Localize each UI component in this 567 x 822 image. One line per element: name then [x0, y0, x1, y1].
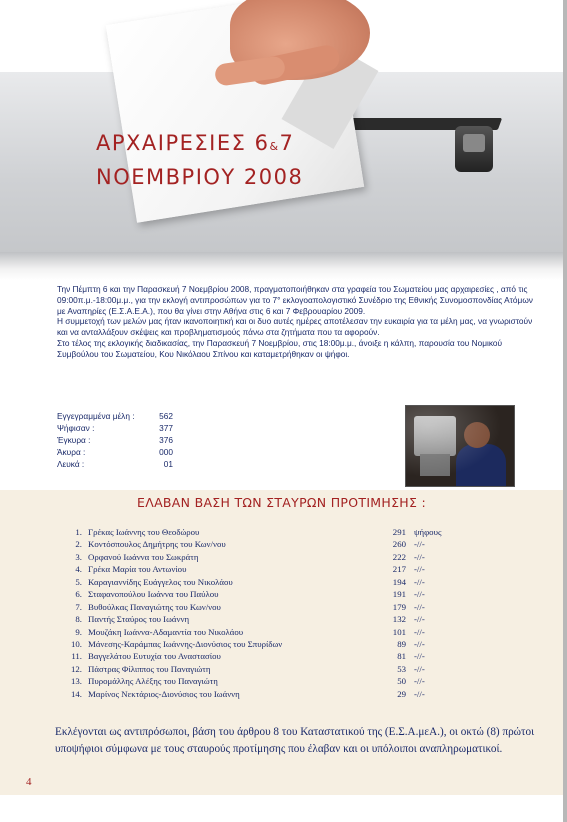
candidate-name: Ορφανού Ιωάννα του Σωκράτη	[88, 551, 199, 562]
count-row	[57, 446, 177, 458]
count-value: 376	[159, 435, 173, 445]
page-number: 4	[26, 776, 32, 788]
intro-text	[57, 284, 535, 360]
count-label: Λευκά :	[57, 459, 85, 469]
candidate-votes-unit: -//-	[414, 676, 425, 687]
title-line1: ΑΡΧΑΙΡΕΣΙΕΣ 6	[96, 131, 270, 155]
candidate-votes-unit: -//-	[414, 601, 425, 612]
box-latch-plate	[463, 134, 485, 152]
candidate-name: Σταφανοπούλου Ιωάννα του Παύλου	[88, 589, 219, 600]
candidate-votes: 53	[397, 663, 406, 674]
count-label: Ψήφισαν :	[57, 423, 95, 433]
list-item	[58, 638, 478, 650]
photo-light	[406, 406, 514, 486]
vote-counting-photo	[405, 405, 515, 487]
list-item	[58, 675, 478, 687]
candidate-votes-unit: -//-	[414, 576, 425, 587]
list-item	[58, 601, 478, 613]
candidate-votes-unit: ψήφους	[414, 527, 442, 537]
list-item	[58, 563, 478, 575]
candidate-votes-unit: -//-	[414, 614, 425, 625]
count-label: Έγκυρα :	[57, 435, 91, 445]
count-value: 01	[163, 459, 173, 469]
list-item	[58, 551, 478, 563]
candidate-name: Πυρομάλλης Αλέξης του Παναγιώτη	[88, 676, 218, 687]
candidate-name: Βυθούλκας Παναγιώτης του Κων/νου	[88, 601, 221, 612]
vote-counts	[57, 410, 177, 470]
candidate-number: 3.	[75, 551, 82, 562]
candidate-votes-unit: -//-	[414, 626, 425, 637]
candidate-votes: 291	[392, 527, 406, 537]
list-item	[58, 576, 478, 588]
candidate-votes-unit: -//-	[414, 564, 425, 575]
intro-paragraph: Στο τέλος της εκλογικής διαδικασίας, την Παρασκευή 7 Νοεμβρίου, στις 18:00μ.μ., άνοιξε η κάλπη, παρουσία του Νομικού Συμβούλου του Σωματείου, Κου Νικόλαου Σπίνου και καταμετρήθηκαν οι ψήφοι.	[57, 337, 503, 359]
list-item	[58, 538, 478, 550]
list-item	[58, 688, 478, 700]
candidate-number: 10.	[71, 638, 82, 649]
closing-text: Εκλέγονται ως αντιπρόσωποι, βάση του άρθρου 8 του Καταστατικού της (Ε.Σ.Α.μεΑ.), οι οκτώ (8) πρώτοι υποψήφιοι σύμφωνα με τους σταυρούς προτίμησης που έλαβαν και οι υπόλοιποι αναπληρωματικοί.	[55, 726, 535, 755]
candidate-votes-unit: -//-	[414, 589, 425, 600]
list-item	[58, 650, 478, 662]
count-row	[57, 422, 177, 434]
candidate-name: Μουζάκη Ιωάννα-Αδαμαντία του Νικολάου	[88, 626, 244, 637]
intro-paragraph: Την Πέμπτη 6 και την Παρασκευή 7 Νοεμβρίου 2008, πραγματοποιήθηκαν στα γραφεία του Σωματείου μας αρχαιρεσίες , από τις 09:00π.μ.-18:00μ.μ., για την εκλογή αντιπροσώπων για το 7° εκλογοαπολογιστικό Συνέδριο της Εθνικής Συνομοσπονδίας Ατόμων με Αναπηρίες (Ε.Σ.Α.Ε.Α.), που θα γίνει στην Αθήνα στις 6 και 7 Φεβρουαρίου 2009.	[57, 284, 533, 316]
candidate-votes: 132	[392, 614, 406, 625]
count-row	[57, 434, 177, 446]
candidate-name: Παντής Σταύρος του Ιωάννη	[88, 614, 190, 625]
candidate-name: Βαγγελάτου Ευτυχία του Αναστασίου	[88, 651, 221, 662]
results-title: ΕΛΑΒΑΝ ΒΑΣΗ ΤΩΝ ΣΤΑΥΡΩΝ ΠΡΟΤΙΜΗΣΗΣ :	[137, 495, 426, 510]
count-row	[57, 458, 177, 470]
candidate-votes: 222	[392, 551, 406, 562]
candidate-votes-unit: -//-	[414, 551, 425, 562]
candidate-name: Μαρίνος Νεκτάριος-Διονύσιος του Ιωάννη	[88, 688, 240, 699]
candidate-name: Μάνεσης-Καράμπας Ιωάννης-Διονύσιος του Σπυρίδων	[88, 638, 283, 649]
intro-paragraph: Η συμμετοχή των μελών μας ήταν ικανοποιητική και οι δυο αυτές ημέρες αποτέλεσαν την ευκαιρία για τα μέλη μας, να γνωριστούν και να ανταλλάξουν σκέψεις και προβληματισμούς πάνω στα ζητήματα που τα αφορούν.	[57, 316, 533, 338]
candidate-number: 8.	[75, 614, 82, 625]
page-border	[563, 0, 567, 822]
count-value: 000	[159, 447, 173, 457]
list-item	[58, 626, 478, 638]
list-item	[58, 526, 478, 538]
candidate-votes: 179	[392, 601, 406, 612]
candidate-votes: 81	[397, 651, 406, 662]
candidate-name: Καραγιαννίδης Ευάγγελος του Νικολάου	[88, 576, 233, 587]
candidate-number: 13.	[71, 676, 82, 687]
candidate-number: 4.	[75, 564, 82, 575]
candidate-number: 5.	[75, 576, 82, 587]
candidate-name: Γρέκας Ιωάννης του Θεοδώρου	[88, 527, 200, 537]
candidate-number: 2.	[75, 539, 82, 550]
candidate-name: Γρέκα Μαρία του Αντωνίου	[88, 564, 187, 575]
count-value: 562	[159, 411, 173, 421]
count-value: 377	[159, 423, 173, 433]
candidate-votes-unit: -//-	[414, 651, 425, 662]
ballot-box-edge	[0, 252, 563, 280]
title-ampersand: &	[269, 140, 280, 153]
candidate-number: 14.	[71, 688, 82, 699]
candidate-votes-unit: -//-	[414, 539, 425, 550]
list-item	[58, 663, 478, 675]
candidate-number: 12.	[71, 663, 82, 674]
candidate-votes: 50	[397, 676, 406, 687]
candidate-votes-unit: -//-	[414, 688, 425, 699]
candidate-number: 1.	[75, 527, 82, 537]
candidate-votes-unit: -//-	[414, 638, 425, 649]
candidate-number: 6.	[75, 589, 82, 600]
candidate-votes: 194	[392, 576, 406, 587]
candidate-votes: 217	[392, 564, 406, 575]
candidate-number: 9.	[75, 626, 82, 637]
title-line1-end: 7	[279, 131, 295, 155]
candidate-number: 11.	[71, 651, 82, 662]
candidate-name: Πάστρας Φίλιππος του Παναγιώτη	[88, 663, 211, 674]
candidate-votes: 29	[397, 688, 406, 699]
candidate-name: Κοντόσπουλος Δημήτρης του Κων/νου	[88, 539, 226, 550]
candidate-number: 7.	[75, 601, 82, 612]
count-label: Εγγεγραμμένα μέλη :	[57, 411, 135, 421]
list-item	[58, 588, 478, 600]
candidate-votes-unit: -//-	[414, 663, 425, 674]
page-title	[96, 128, 356, 192]
candidate-list	[58, 526, 478, 700]
candidate-votes: 89	[397, 638, 406, 649]
list-item	[58, 613, 478, 625]
title-line2: ΝΟΕΜΒΡΙΟΥ 2008	[96, 165, 304, 189]
candidate-votes: 191	[392, 589, 406, 600]
count-row	[57, 410, 177, 422]
candidate-votes: 260	[392, 539, 406, 550]
candidate-votes: 101	[392, 626, 406, 637]
count-label: Άκυρα :	[57, 447, 86, 457]
